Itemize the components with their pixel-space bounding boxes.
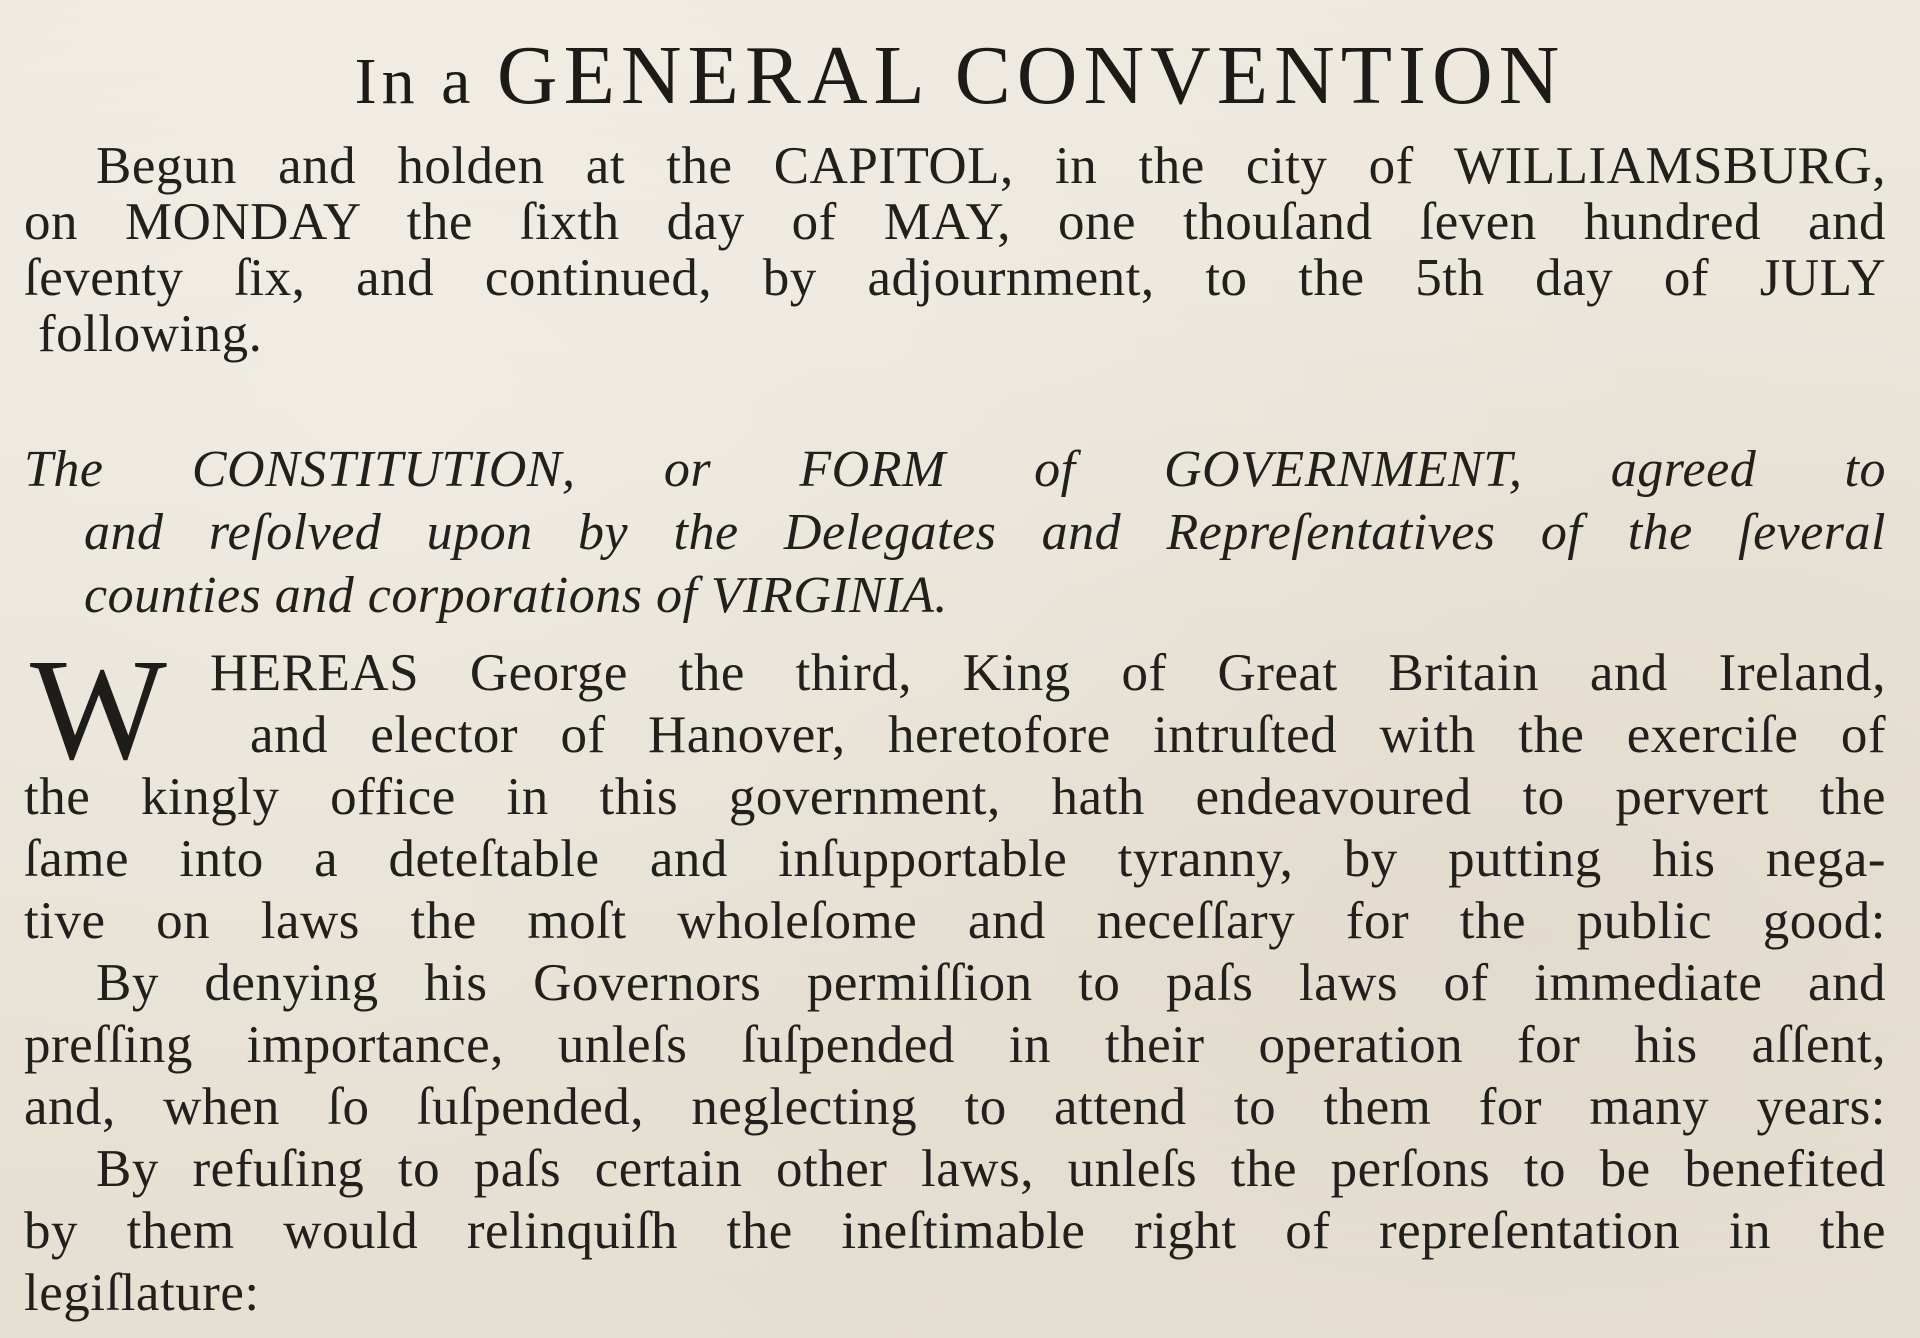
body-line-9: By refuſing to paſs certain other laws, unleſs the perſons to be benefited [96, 1140, 1886, 1198]
body-line-8: and, when ſo ſuſpended, neglecting to attend to them for many years: [24, 1078, 1886, 1136]
body-line-2: and elector of Hanover, heretofore intruſted with the exerciſe of [250, 706, 1886, 764]
preamble-line-2: on MONDAY the ſixth day of MAY, one thouſand ſeven hundred and [24, 193, 1886, 251]
body-line-3: the kingly office in this government, hath endeavoured to pervert the [24, 768, 1886, 826]
constitution-title-line-3: counties and corporations of VIRGINIA. [84, 567, 948, 624]
heading-main: GENERAL CONVENTION [496, 29, 1566, 122]
drop-cap-letter: W [30, 630, 167, 790]
body-line-10: by them would relinquiſh the ineſtimable right of repreſentation in the [24, 1202, 1886, 1260]
constitution-title-line-2: and reſolved upon by the Delegates and Repreſentatives of the ſeveral [84, 504, 1886, 561]
body-line-1: HEREAS George the third, King of Great Britain and Ireland, [210, 644, 1886, 702]
document-heading [0, 28, 1920, 130]
preamble-line-4: following. [38, 305, 263, 363]
body-line-6: By denying his Governors permiſſion to paſs laws of immediate and [96, 954, 1886, 1012]
preamble-line-1: Begun and holden at the CAPITOL, in the city of WILLIAMSBURG, [96, 137, 1886, 195]
body-line-11: legiſlature: [24, 1264, 260, 1322]
constitution-title-line-1: The CONSTITUTION, or FORM of GOVERNMENT, agreed to [24, 441, 1886, 498]
body-line-5: tive on laws the moſt wholeſome and neceſſary for the public good: [24, 892, 1886, 950]
heading-prefix: In a [354, 45, 497, 118]
preamble-line-3: ſeventy ſix, and continued, by adjournment, to the 5th day of JULY [24, 249, 1886, 307]
body-line-4: ſame into a deteſtable and inſupportable tyranny, by putting his nega- [24, 830, 1886, 888]
body-line-7: preſſing importance, unleſs ſuſpended in their operation for his aſſent, [24, 1016, 1886, 1074]
